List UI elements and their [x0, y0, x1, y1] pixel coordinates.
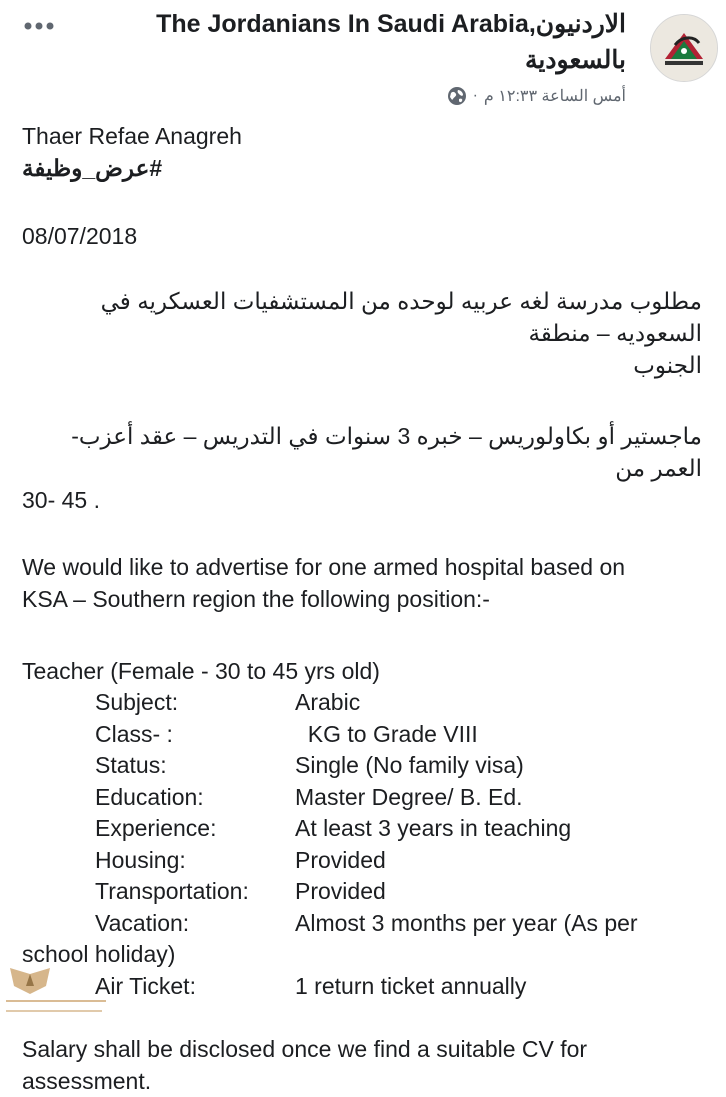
post-date: 08/07/2018: [22, 223, 138, 249]
post-header: [0, 0, 726, 110]
post-meta: [447, 84, 626, 108]
detail-label: Status:: [95, 752, 167, 778]
detail-label: Subject:: [95, 689, 179, 715]
detail-row-housing: [22, 845, 702, 877]
detail-value: At least 3 years in teaching: [295, 815, 572, 841]
detail-label: Housing:: [95, 846, 186, 873]
position-details: [22, 687, 702, 1002]
hashtag-link[interactable]: #عرض_وظيفة: [22, 155, 163, 181]
detail-value: Arabic: [295, 689, 361, 715]
group-title-line1[interactable]: الاردنيون,The Jordanians In Saudi Arabia: [156, 10, 626, 38]
detail-value: Master Degree/ B. Ed.: [295, 783, 523, 810]
detail-label: Education:: [95, 783, 204, 810]
detail-value: Provided: [295, 878, 386, 904]
detail-label: Vacation:: [95, 909, 190, 936]
arabic-paragraph-2-line-1: ماجستير أو بكاولوريس – خبره 3 سنوات في التدريس – عقد أعزب- العمر من: [71, 423, 702, 481]
detail-row-vacation-wrap: [22, 939, 702, 971]
salary-line-1: Salary shall be disclosed once we find a suitable CV for: [22, 1036, 588, 1062]
position-title: Teacher (Female - 30 to 45 yrs old): [22, 658, 380, 684]
detail-row-education: [22, 782, 702, 814]
detail-label: Class- :: [95, 720, 173, 747]
detail-value-wrap: school holiday): [22, 941, 176, 967]
arabic-paragraph-1-line-1: مطلوب مدرسة لغه عربيه لوحده من المستشفيات العسكريه في السعوديه – منطقة: [100, 288, 702, 346]
salary-line-2: assessment.: [22, 1068, 152, 1094]
arabic-paragraph-1-line-2: الجنوب: [633, 352, 702, 378]
author-line: Thaer Refae Anagreh: [22, 123, 242, 149]
detail-label: Air Ticket:: [95, 972, 196, 999]
detail-value: 1 return ticket annually: [295, 972, 527, 999]
detail-label: Transportation:: [95, 878, 249, 904]
post-body: [22, 120, 702, 1097]
group-title[interactable]: [106, 8, 626, 76]
timestamp[interactable]: أمس الساعة ١٢:٣٣ م: [483, 88, 626, 105]
detail-value: Single (No family visa): [295, 752, 524, 778]
english-intro-line-1: We would like to advertise for one armed hospital based on: [22, 554, 626, 580]
detail-row-subject: [22, 687, 702, 719]
detail-row-air-ticket: [22, 971, 702, 1003]
detail-row-status: [22, 750, 702, 782]
group-logo-icon: [651, 15, 717, 81]
arabic-paragraph-2-line-2: 30- 45 .: [22, 487, 100, 513]
globe-icon[interactable]: [447, 86, 467, 106]
detail-value: Provided: [295, 846, 386, 873]
detail-label: Experience:: [95, 815, 217, 841]
detail-row-experience: [22, 813, 702, 845]
detail-row-vacation: [22, 908, 702, 940]
detail-value: Almost 3 months per year (As per: [295, 909, 638, 936]
meta-separator: ·: [472, 87, 478, 104]
group-avatar[interactable]: [650, 14, 718, 82]
english-intro-line-2: KSA – Southern region the following position:-: [22, 586, 490, 612]
detail-row-class: [22, 719, 702, 751]
detail-row-transportation: [22, 876, 702, 908]
group-title-line2[interactable]: بالسعودية: [525, 46, 626, 74]
more-horizontal-icon[interactable]: [22, 14, 56, 38]
detail-value: KG to Grade VIII: [295, 720, 478, 747]
